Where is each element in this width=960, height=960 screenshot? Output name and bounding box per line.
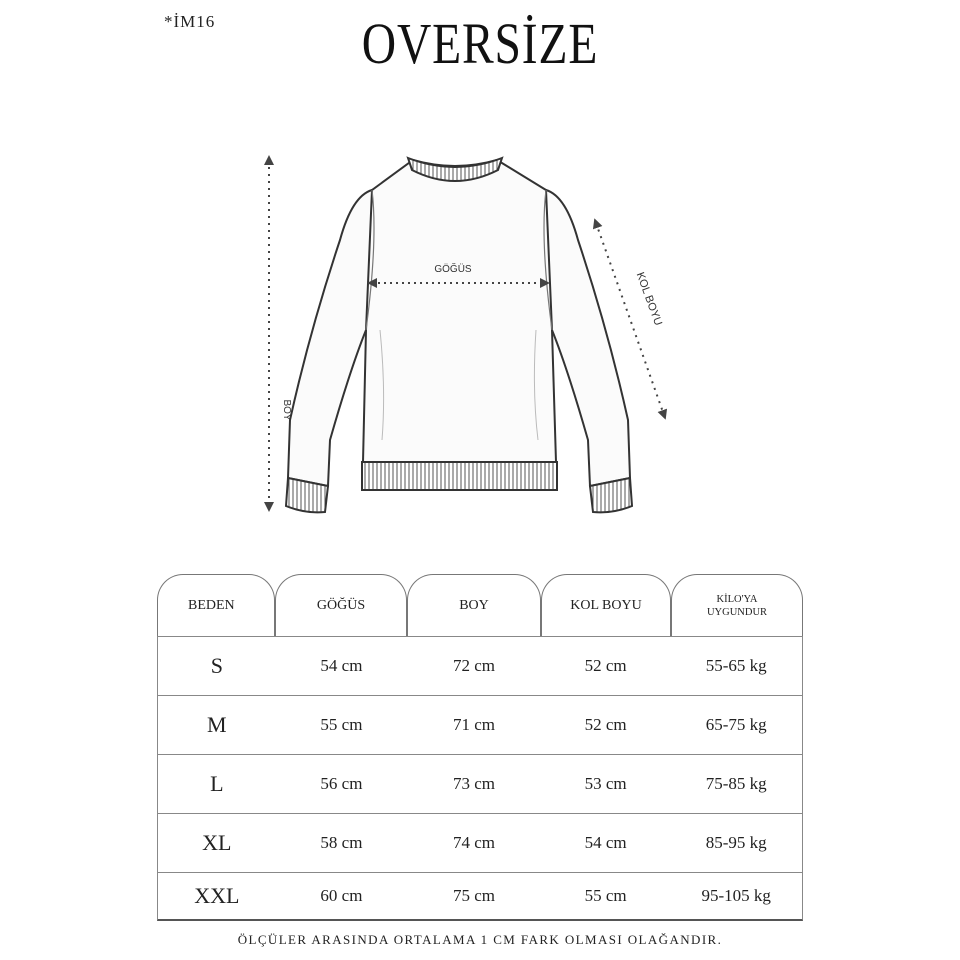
header-size: BEDEN [157, 574, 275, 636]
header-chest: GÖĞÜS [275, 574, 407, 636]
footer-note: ÖLÇÜLER ARASINDA ORTALAMA 1 CM FARK OLMASI OLAĞANDIR. [237, 932, 723, 947]
sweatshirt-diagram [230, 140, 690, 540]
hem-rib [362, 462, 557, 490]
cell-length: 71 cm [453, 715, 496, 734]
cell-chest: 54 cm [320, 656, 363, 675]
cell-size: L [210, 771, 224, 796]
table-row [158, 754, 802, 813]
table-row [158, 636, 802, 695]
chest-label: GÖĞÜS [434, 264, 472, 275]
cell-size: S [210, 653, 223, 678]
length-label: BOY [281, 399, 292, 421]
cell-length: 74 cm [453, 833, 496, 852]
cell-sleeve: 54 cm [584, 833, 627, 852]
cell-chest: 58 cm [320, 833, 363, 852]
header-weight-line-2: UYGUNDUR [706, 606, 768, 618]
sweatshirt-body [359, 160, 559, 462]
sleeve-label: KOL BOYU [633, 270, 665, 328]
table-row [158, 695, 802, 754]
cell-sleeve: 52 cm [584, 715, 627, 734]
table-row [158, 872, 802, 919]
cell-chest: 55 cm [320, 715, 363, 734]
left-sleeve [288, 190, 372, 486]
cell-weight: 95-105 kg [701, 886, 771, 905]
size-table [157, 574, 803, 921]
right-sleeve [546, 190, 630, 486]
cell-chest: 56 cm [320, 774, 363, 793]
cell-chest: 60 cm [320, 886, 363, 905]
header-sleeve: KOL BOYU [541, 574, 671, 636]
table-body [157, 636, 803, 921]
table-header [157, 574, 803, 636]
cell-size: M [207, 712, 227, 737]
page-title: OVERSİZE [361, 11, 599, 76]
cell-sleeve: 52 cm [584, 656, 627, 675]
table-row [158, 813, 802, 872]
cell-size: XXL [194, 883, 240, 908]
cell-weight: 85-95 kg [705, 833, 767, 852]
product-code: *İM16 [164, 12, 216, 31]
cell-weight: 65-75 kg [705, 715, 767, 734]
cell-sleeve: 53 cm [584, 774, 627, 793]
cell-length: 72 cm [453, 656, 496, 675]
cell-length: 73 cm [453, 774, 496, 793]
cell-sleeve: 55 cm [584, 886, 627, 905]
cell-size: XL [202, 830, 232, 855]
header-length: BOY [407, 574, 541, 636]
cell-weight: 75-85 kg [705, 774, 767, 793]
header-weight [671, 574, 803, 636]
header-weight-line-1: KİLO'YA [716, 593, 758, 605]
cell-length: 75 cm [453, 886, 496, 905]
cell-weight: 55-65 kg [705, 656, 767, 675]
